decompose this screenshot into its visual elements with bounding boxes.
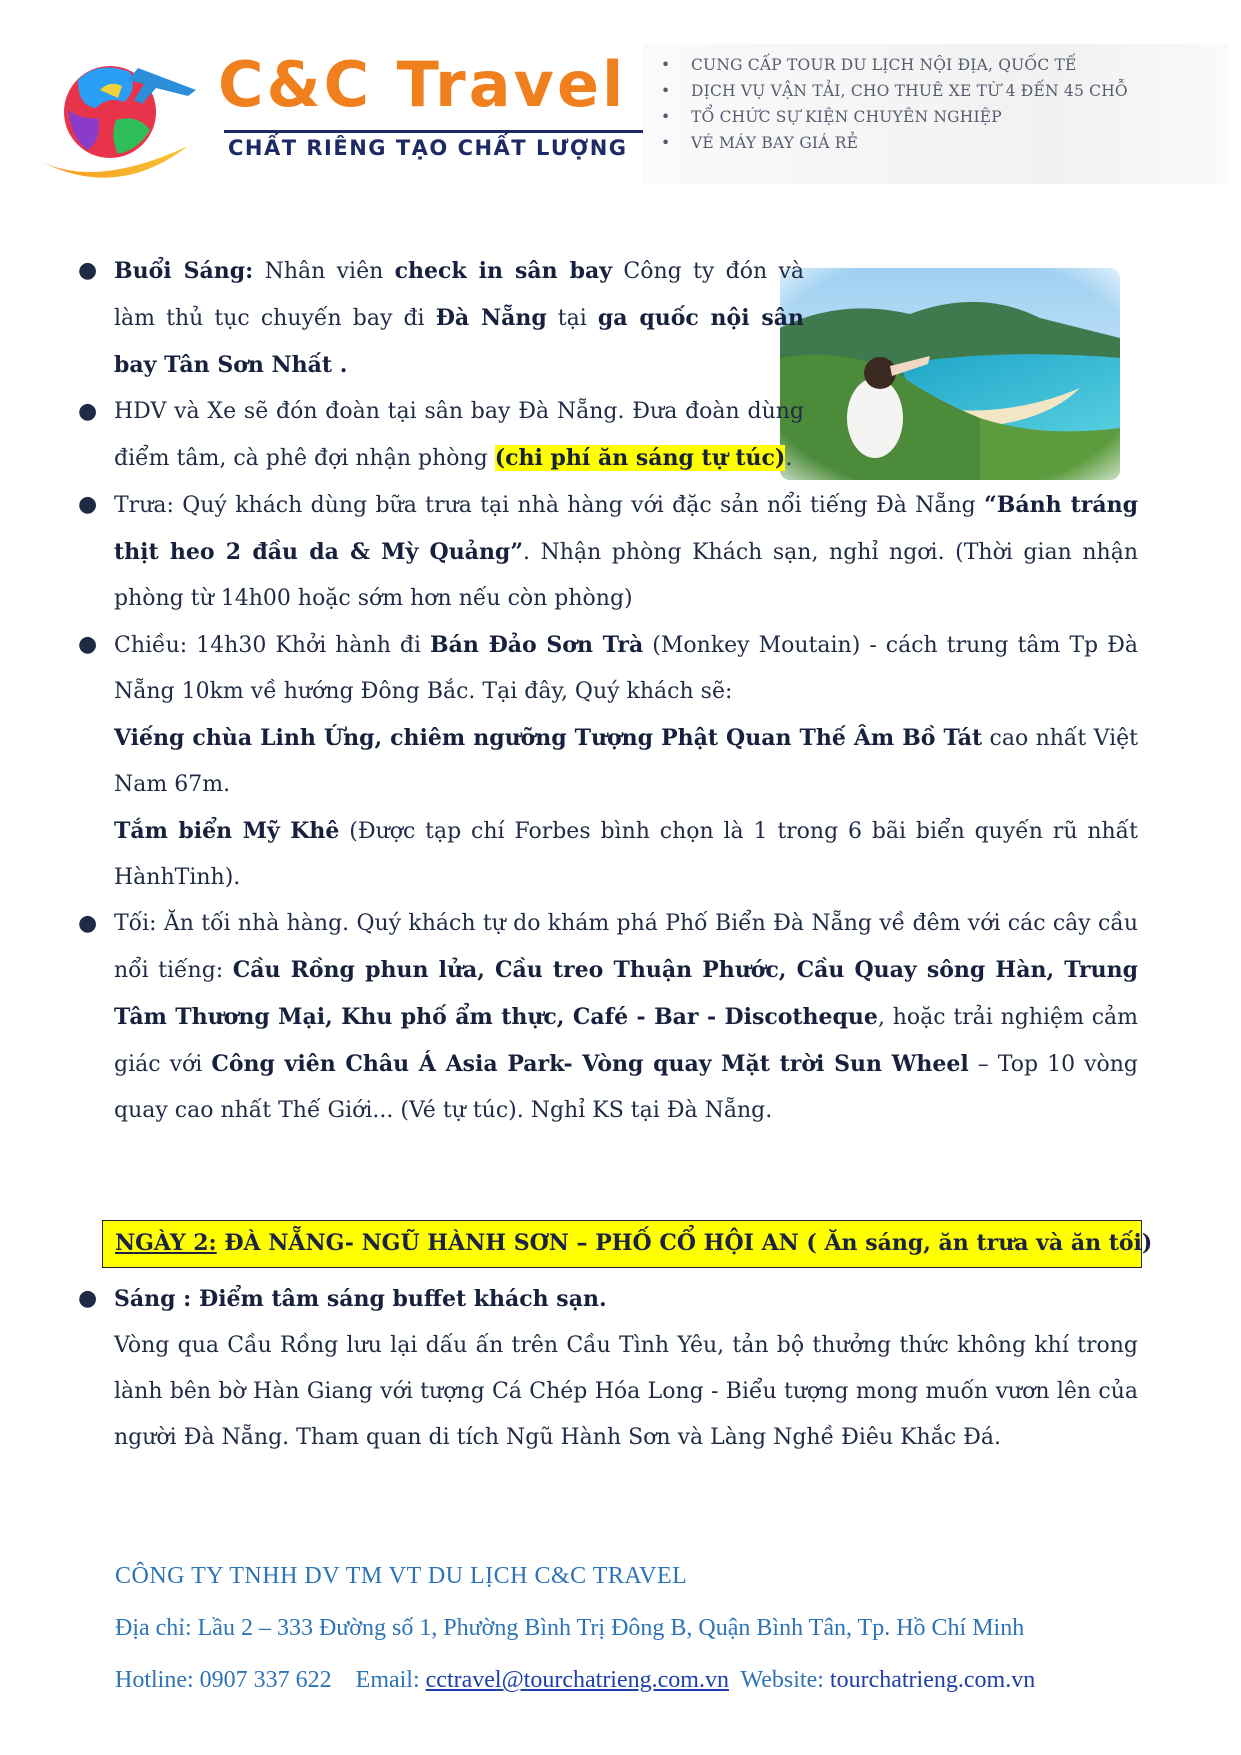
text: tại xyxy=(546,306,598,331)
paragraph: Vòng qua Cầu Rồng lưu lại dấu ấn trên Cầu Tình Yêu, tản bộ thưởng thức không khí trong lành bên bờ Hàn Giang với tượng Cá Chép Hóa Long - Biểu tượng mong muốn vươn lên của người Đà Nẵng. Tham quan di tích Ngũ Hành Sơn và Làng Nghề Điêu Khắc Đá. xyxy=(114,1333,1138,1450)
globe-plane-logo-icon xyxy=(38,50,208,190)
brand-slogan: CHẤT RIÊNG TẠO CHẤT LƯỢNG xyxy=(228,136,628,160)
day2-label: NGÀY 2: xyxy=(115,1230,217,1256)
text: , hoặc trải nghiệm cảm giác với xyxy=(114,1005,1138,1077)
brand-underline xyxy=(224,130,654,133)
brand-name: C&C Travel xyxy=(218,48,627,121)
text: Chiều: 14h30 Khởi hành đi xyxy=(114,633,431,658)
text: HDV và Xe sẽ đón đoàn tại sân bay Đà Nẵng. Đưa đoàn dùng điểm tâm, cà phê đợi nhận phòng xyxy=(114,399,804,471)
website-link[interactable]: tourchatrieng.com.vn xyxy=(829,1667,1036,1693)
list-item xyxy=(70,1276,1138,1323)
day2-morning-label: Sáng : Điểm tâm sáng buffet khách sạn. xyxy=(114,1286,607,1312)
text: . xyxy=(785,446,793,471)
list-item xyxy=(70,389,804,482)
paragraph xyxy=(70,808,1138,901)
email-link[interactable]: cctravel@tourchatrieng.com.vn xyxy=(425,1667,729,1693)
bold-text: Viếng chùa Linh Ứng, chiêm ngưỡng Tượng Phật Quan Thế Âm Bồ Tát xyxy=(114,725,983,751)
footer xyxy=(115,1550,1035,1706)
bullet-icon: ● xyxy=(78,258,98,283)
text: Công ty đón và làm thủ tục chuyến bay đi xyxy=(114,259,804,331)
bold-text: check in sân bay xyxy=(394,258,613,284)
service-item: • VÉ MÁY BAY GIÁ RẺ xyxy=(661,130,1128,156)
hotline: Hotline: 0907 337 622 xyxy=(115,1667,332,1693)
services-list xyxy=(661,52,1128,156)
website-label: Website: xyxy=(740,1667,830,1693)
contact-line xyxy=(115,1654,1035,1706)
highlighted-note: (chi phí ăn sáng tự túc) xyxy=(494,445,786,471)
bold-text: Cầu Rồng phun lửa, Cầu treo Thuận Phước, Cầu Quay sông Hàn, Trung Tâm Thương Mại, Khu phố ẩm thực, Café - Bar - Discotheque xyxy=(114,957,1138,1030)
text: cao nhất Việt Nam 67m. xyxy=(114,726,1138,797)
letterhead xyxy=(38,40,1228,190)
day1-itinerary xyxy=(70,248,1138,1134)
bold-text: ga quốc nội sân bay Tân Sơn Nhất . xyxy=(114,305,804,378)
company-address: Địa chỉ: Lầu 2 – 333 Đường số 1, Phường Bình Trị Đông B, Quận Bình Tân, Tp. Hồ Chí Minh xyxy=(115,1615,1025,1641)
bullet-icon: ● xyxy=(78,1286,98,1311)
day2-itinerary xyxy=(70,1276,1138,1461)
bold-text: Đà Nẵng xyxy=(435,305,547,331)
list-item xyxy=(70,901,1138,1134)
list-item xyxy=(70,482,1138,622)
text: (Được tạp chí Forbes bình chọn là 1 trong 6 bãi biển quyến rũ nhất HànhTinh). xyxy=(114,819,1138,890)
day2-heading xyxy=(102,1220,1153,1268)
bold-text: “Bánh tráng thịt heo 2 đầu da & Mỳ Quảng” xyxy=(114,492,1138,565)
bullet-icon: ● xyxy=(78,632,98,657)
text: (Monkey Moutain) - cách trung tâm Tp Đà Nẵng 10km về hướng Đông Bắc. Tại đây, Quý khách sẽ: xyxy=(114,633,1139,704)
text: Nhân viên xyxy=(253,259,395,284)
text: – Top 10 vòng quay cao nhất Thế Giới... (Vé tự túc). Nghỉ KS tại Đà Nẵng. xyxy=(114,1052,1139,1123)
text: Tối: Ăn tối nhà hàng. Quý khách tự do khám phá Phố Biển Đà Nẵng về đêm với các cây cầu nổi tiếng: xyxy=(114,911,1138,983)
services-box xyxy=(643,44,1228,184)
bullet-icon: ● xyxy=(78,492,98,517)
text: . Nhận phòng Khách sạn, nghỉ ngơi. (Thời gian nhận phòng từ 14h00 hoặc sớm hơn nếu còn phòng) xyxy=(114,540,1138,611)
text: Trưa: Quý khách dùng bữa trưa tại nhà hàng với đặc sản nổi tiếng Đà Nẵng xyxy=(114,493,985,518)
morning-label: Buổi Sáng: xyxy=(114,258,254,284)
service-item: • DỊCH VỤ VẬN TẢI, CHO THUÊ XE TỪ 4 ĐẾN 45 CHỖ xyxy=(661,78,1128,104)
service-item: • CUNG CẤP TOUR DU LỊCH NỘI ĐỊA, QUỐC TẾ xyxy=(661,52,1128,78)
bullet-icon: ● xyxy=(78,399,98,424)
bold-text: Công viên Châu Á Asia Park- Vòng quay Mặt trời Sun Wheel xyxy=(211,1051,969,1077)
bold-text: Bán Đảo Sơn Trà xyxy=(430,632,644,658)
list-item xyxy=(70,248,804,389)
email-label: Email: xyxy=(355,1667,426,1693)
paragraph xyxy=(70,715,1138,808)
list-item xyxy=(70,622,1138,715)
company-name: CÔNG TY TNHH DV TM VT DU LỊCH C&C TRAVEL xyxy=(115,1563,688,1589)
day2-title: ĐÀ NẴNG- NGŨ HÀNH SƠN – PHỐ CỔ HỘI AN ( Ăn sáng, ăn trưa và ăn tối) xyxy=(216,1230,1153,1256)
service-item: • TỔ CHỨC SỰ KIỆN CHUYÊN NGHIỆP xyxy=(661,104,1128,130)
bold-text: Tắm biển Mỹ Khê xyxy=(114,818,340,844)
bullet-icon: ● xyxy=(78,911,98,936)
